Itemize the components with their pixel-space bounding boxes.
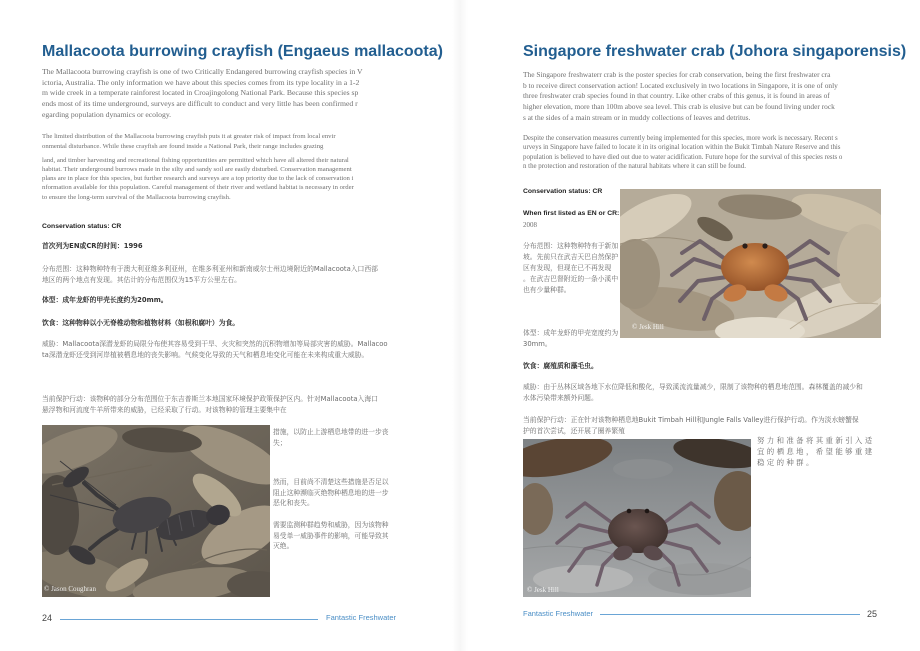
threats-line: 水体污染带来额外问题。 — [523, 393, 598, 402]
intro-line: egarding population dynamics or ecology. — [42, 109, 172, 119]
photo-credit: © Jesk Hill — [632, 323, 664, 331]
page-gutter — [452, 0, 468, 651]
photo-credit: © Jesk Hill — [527, 586, 559, 594]
detail-paragraph — [42, 132, 402, 152]
first-listed-year-text: 2008 — [523, 221, 537, 229]
page-title: Singapore freshwater crab (Johora singaporensis) — [523, 43, 907, 60]
range-line: 坡。先前只在武吉天巴自然保护 — [523, 252, 619, 261]
intro-line: three freshwater crab species found in that country. Like other crabs of this genus, it is found in areas of — [523, 91, 830, 101]
page-number: 24 — [42, 613, 53, 623]
intro-line: m wide creek in a temperate rainforest located in Croajingolong National Park. Because this species sp — [42, 88, 359, 98]
photo-side-line: 灭绝。 — [273, 542, 294, 550]
actions-paragraph — [523, 415, 885, 436]
diet-text: 饮食：这种物种以小无脊椎动物和植物材料（如根和腐叶）为食。 — [42, 319, 240, 327]
crayfish-photo-image — [42, 425, 270, 597]
photo-side-line: 稳定的种群。 — [757, 457, 816, 467]
crab-photo-leaves-image — [620, 189, 881, 338]
size-paragraph — [523, 328, 619, 350]
detail-line: Despite the conservation measures currently being implemented for this species, more work is necessary. Recent s — [523, 135, 838, 142]
diet-line — [42, 318, 402, 328]
photo-side-line: 需要监测种群趋势和威胁，因为该物种 — [273, 521, 389, 529]
intro-line: s at the sides of a main stream or in muddy collections of leaves and detritus. — [523, 112, 751, 122]
conservation-status — [42, 222, 402, 232]
size-text: 体型：成年龙虾的甲壳长度约为20mm。 — [42, 296, 168, 304]
detail-line: habitat. Their underground burrows made in the silty and sandy soil are easily disturbed. Conservation management — [42, 165, 352, 173]
threats-line: 威胁：Mallacoota深潜龙虾的局限分布使其容易受到干旱、火灾和突然的沉积物增加等局部灾害的威胁。Mallacoo — [42, 340, 388, 348]
actions-line: 悬浮物和河流度牛羊所带来的威胁，已经采取了行动。对该物种的管理主要集中在 — [42, 405, 287, 414]
range-paragraph — [42, 264, 402, 285]
photo-credit: © Jason Coughran — [44, 585, 96, 593]
footer-label: Fantastic Freshwater — [523, 609, 594, 618]
detail-line: The limited distribution of the Mallacoota burrowing crayfish puts it at greater risk of impact from local envir — [42, 133, 336, 140]
footer-label: Fantastic Freshwater — [326, 613, 397, 622]
range-line: 地区的两个地点有发现。其估计的分布范围仅为15平方公里左右。 — [42, 275, 241, 284]
photo-side-line: 宜的栖息地，希望能够重建 — [757, 446, 875, 456]
photo-side-line: 然而，目前尚不清楚这些措施是否足以 — [273, 478, 389, 486]
detail-line: population is believed to have died out due to water acidification. Future hope for the survival of this species rests o — [523, 153, 843, 161]
detail-line: nformation available for this population. Careful management of their river and wetland habitat is necessary in order — [42, 184, 354, 192]
photo-side-line: 努力和准备将其重新引入适 — [757, 436, 875, 445]
right-page — [460, 0, 920, 651]
photo-side-line: 失； — [273, 438, 287, 447]
detail-paragraph-continued — [42, 156, 402, 202]
detail-line: urveys in Singapore have failed to locate it in its original location within the Bukit Timbah Nature Reserve and this — [523, 144, 841, 152]
intro-line: The Mallacoota burrowing crayfish is one of two Critically Endangered burrowing crayfish species in V — [42, 67, 363, 76]
first-listed-text: 首次列为EN或CR的时间：1996 — [42, 242, 143, 250]
actions-line: 当前保护行动：该物种的部分分布范围位于东吉普斯兰本地国家环境保护政策保护区内。针对Mallacoota入海口 — [42, 395, 378, 403]
photo-side-line: 易受单一威胁事件的影响，可能导致其 — [273, 531, 389, 540]
intro-line: The Singapore freshwaterr crab is the poster species for crab conservation, being the first freshwater cra — [523, 70, 831, 79]
intro-line: ends most of its time underground, surveys are difficult to conduct and very little has been confirmed r — [42, 99, 358, 109]
intro-line: b to receive direct conservation action! Located exclusively in two locations in Singapore, it is one of only — [523, 80, 838, 90]
detail-line: plans are in place for this species, but further research and surveys are a top priority due to the lack of conservation i — [42, 175, 354, 183]
threats-paragraph — [42, 339, 402, 361]
page-title: Mallacoota burrowing crayfish (Engaeus mallacoota) — [42, 43, 443, 60]
crab-photo-leaves — [620, 189, 881, 338]
range-line: 分布范围：这种物种特有于澳大利亚维多利亚州，在维多利亚州和新南威尔士州边境附近的Mallacoota入口西部 — [42, 265, 378, 273]
photo-side-paragraph — [273, 520, 403, 552]
photo-side-line: 恶化和丧失。 — [273, 499, 314, 507]
conservation-status-text: Conservation status: CR — [42, 223, 122, 230]
intro-line: ictoria, Australia. The only information we have about this species comes from its type locality in a 1-2 — [42, 77, 360, 87]
crab-photo-rock-image — [523, 439, 751, 597]
range-paragraph — [523, 241, 620, 296]
photo-side-paragraph — [273, 477, 403, 509]
footer-rule — [600, 614, 860, 615]
diet-text: 饮食：腐殖质和藻毛虫。 — [523, 362, 598, 370]
detail-line: onmental disturbance. While these crayfish are found inside a National Park, their range includes grazing — [42, 143, 324, 151]
detail-line: to ensure the long-term survival of the Mallacoota burrowing crayfish. — [42, 193, 231, 201]
intro-line: higher elevation, more than 100m above sea level. This crab is elusive but can be found living under rock — [523, 102, 835, 112]
intro-paragraph — [42, 67, 402, 121]
photo-side-line: 阻止这种濒临灭绝物种栖息地的进一步 — [273, 488, 389, 497]
diet-line — [523, 361, 723, 371]
first-listed-label-text: When first listed as EN or CR: — [523, 210, 619, 217]
range-line: 分布范围：这种物种特有于新加 — [523, 242, 619, 250]
conservation-status — [523, 187, 618, 197]
photo-side-paragraph — [273, 427, 403, 448]
page-number: 25 — [867, 609, 878, 619]
threats-line: 威胁：由于丛林区域各地下水位降低和酸化，导致溪流流量减少，限制了该物种的栖息地范围。森林覆盖的减少和 — [523, 383, 863, 391]
actions-line: 当前保护行动：正在针对该物种栖息地Bukit Timbah Hill和Jungle Falls Valley进行保护行动。作为淡水螃蟹保 — [523, 416, 859, 424]
range-line: 。在武吉巴督附近的一条小溪中 — [523, 274, 619, 283]
photo-side-paragraph — [757, 436, 883, 469]
crayfish-photo — [42, 425, 270, 597]
size-line: 体型：成年龙虾的甲壳宽度约为 — [523, 329, 619, 337]
first-listed-year — [523, 220, 618, 230]
first-listed — [42, 241, 402, 251]
range-line: 区有发现，但现在已不再发现 — [523, 263, 612, 272]
footer-rule — [60, 619, 318, 620]
detail-line: land, and timber harvesting and recreational fishing opportunities are permitted which have all altered their natural — [42, 156, 349, 164]
conservation-status-text: Conservation status: CR — [523, 188, 603, 195]
intro-paragraph — [523, 70, 885, 124]
actions-line: 护的首次尝试，还开展了圈养繁殖 — [523, 426, 625, 435]
size-line: 30mm。 — [523, 339, 552, 348]
range-line: 也有少量种群。 — [523, 285, 571, 294]
photo-side-line: 措施，以防止上游栖息地带的进一步丧 — [273, 428, 389, 436]
threats-paragraph — [523, 382, 885, 404]
first-listed-label — [523, 209, 619, 219]
detail-line: n the protection and restoration of the natural habitats where it can still be found. — [523, 163, 746, 171]
detail-paragraph — [523, 134, 885, 172]
size-line — [42, 295, 402, 305]
actions-paragraph — [42, 394, 402, 415]
crab-photo-rock — [523, 439, 751, 597]
threats-line: ta深潜龙虾还受到河岸植被栖息地的丧失影响。气候变化导致的天气和栖息地变化可能在未来构成重大威胁。 — [42, 350, 369, 359]
